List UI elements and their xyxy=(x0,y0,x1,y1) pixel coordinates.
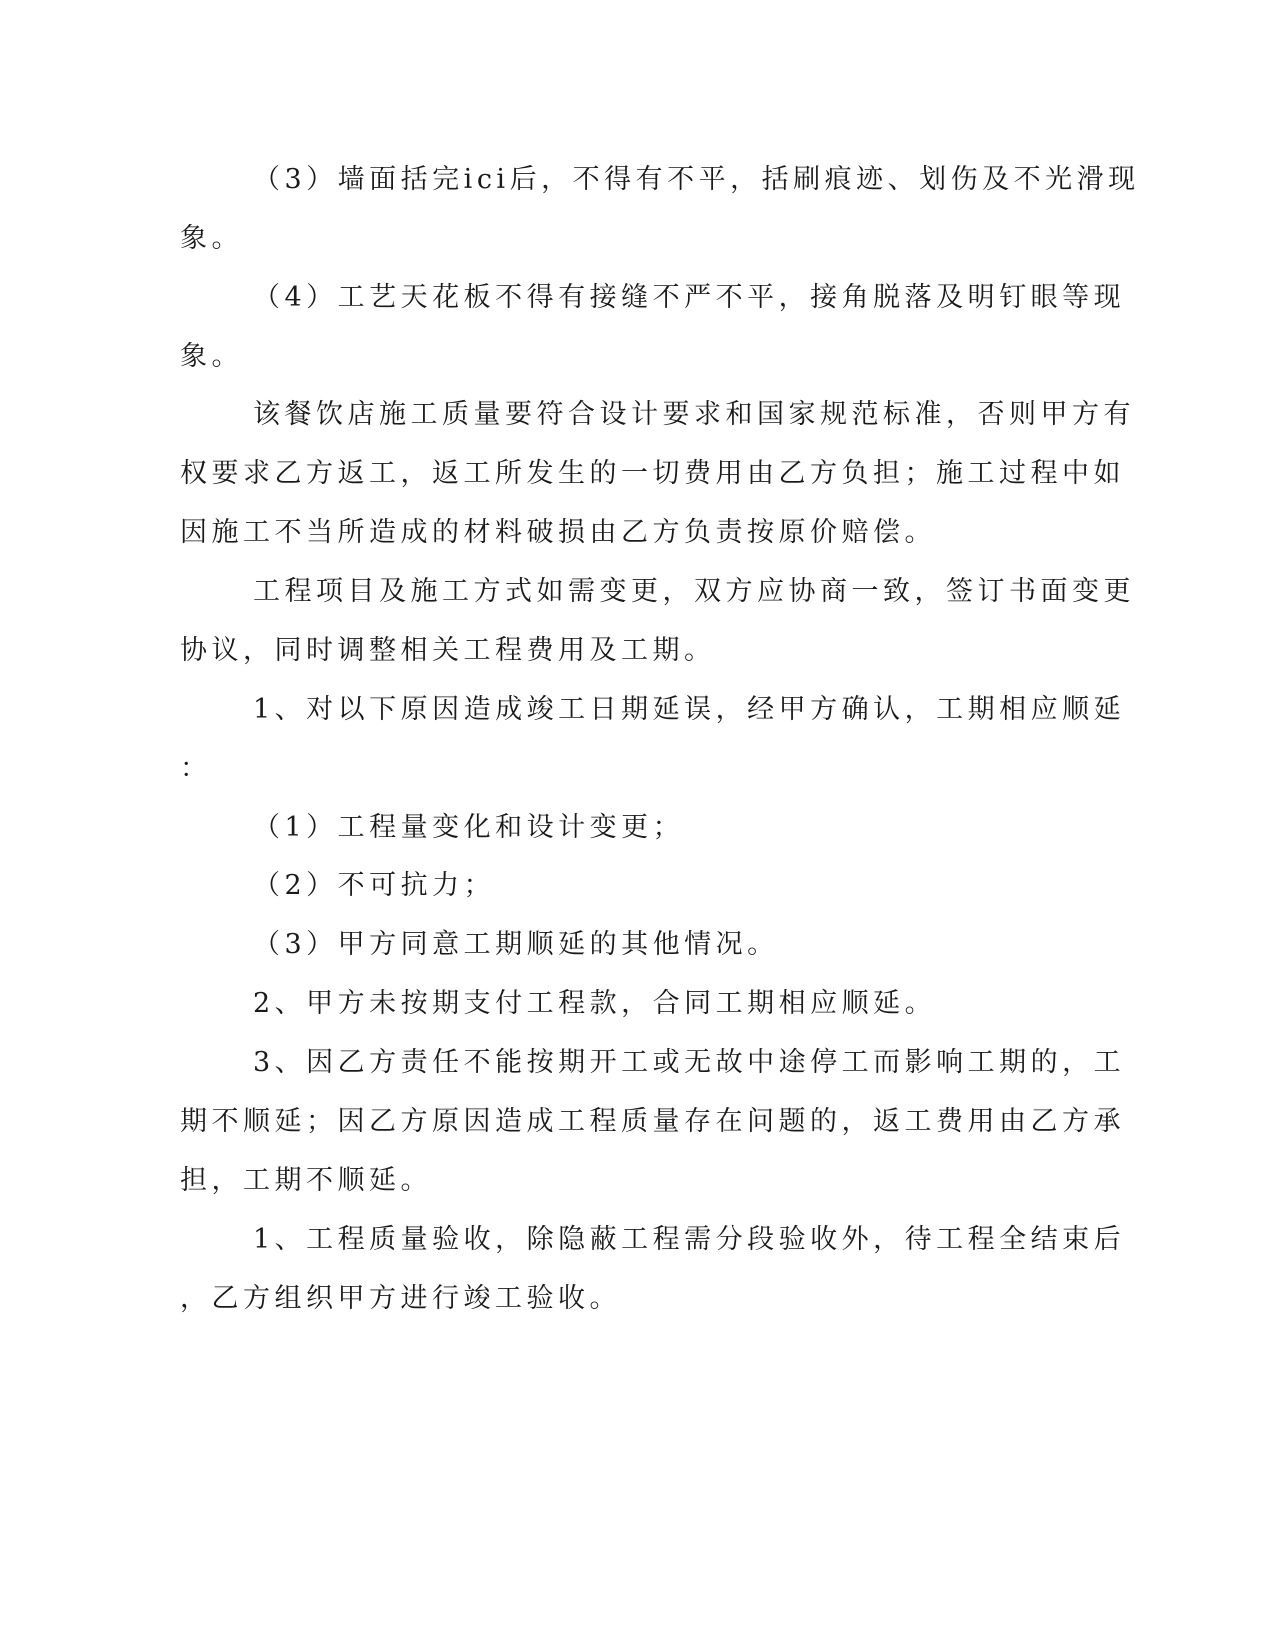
text-line: 象。 xyxy=(180,223,243,254)
text-line: （4）工艺天花板不得有接缝不严不平，接角脱落及明钉眼等现 xyxy=(253,282,1126,313)
text-line: 权要求乙方返工，返工所发生的一切费用由乙方负担；施工过程中如 xyxy=(180,458,1125,489)
text-line: 因施工不当所造成的材料破损由乙方负责按原价赔偿。 xyxy=(180,517,936,548)
text-line: 期不顺延；因乙方原因造成工程质量存在问题的，返工费用由乙方承 xyxy=(180,1106,1125,1137)
text-line: 担，工期不顺延。 xyxy=(180,1165,432,1196)
text-line: （2）不可抗力； xyxy=(253,870,496,901)
text-line: 1、对以下原因造成竣工日期延误，经甲方确认，工期相应顺延 xyxy=(253,694,1126,725)
text-line: 1、工程质量验收，除隐蔽工程需分段验收外，待工程全结束后 xyxy=(253,1224,1126,1255)
text-line: （3）墙面括完ici后，不得有不平，括刷痕迹、划伤及不光滑现 xyxy=(253,164,1140,195)
text-line: （3）甲方同意工期顺延的其他情况。 xyxy=(253,929,779,960)
text-line: 该餐饮店施工质量要符合设计要求和国家规范标准，否则甲方有 xyxy=(253,399,1135,430)
text-line: 工程项目及施工方式如需变更，双方应协商一致，签订书面变更 xyxy=(253,576,1135,607)
text-line: ： xyxy=(180,753,212,784)
text-line: 象。 xyxy=(180,341,243,372)
text-line: 3、因乙方责任不能按期开工或无故中途停工而影响工期的，工 xyxy=(253,1047,1126,1078)
text-line: 2、甲方未按期支付工程款，合同工期相应顺延。 xyxy=(253,988,937,1019)
text-line: 协议，同时调整相关工程费用及工期。 xyxy=(180,635,716,666)
text-line: （1）工程量变化和设计变更； xyxy=(253,812,685,843)
text-line: ，乙方组织甲方进行竣工验收。 xyxy=(180,1283,621,1314)
